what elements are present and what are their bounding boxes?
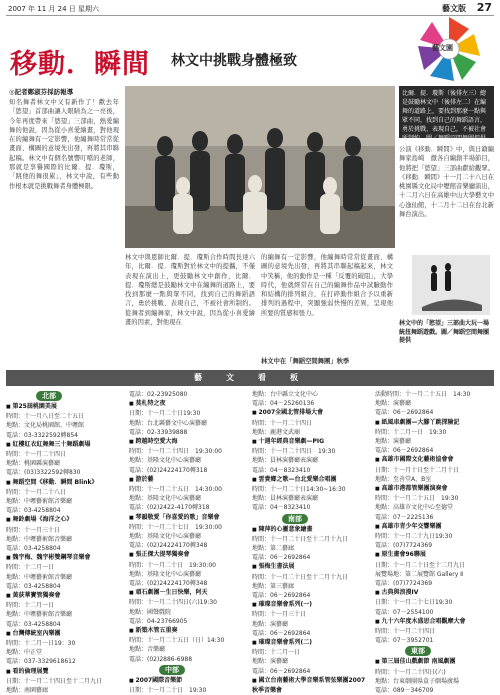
event-detail: 時間：十一月二十九日19:30 — [375, 533, 453, 541]
event-detail: 電話：03-4258804 — [6, 582, 61, 590]
event-detail: 電話：(02)24224170轉348 — [129, 542, 208, 550]
event-detail: 地點：中壢藝術館音樂廳 — [6, 611, 73, 619]
event-title: ■ 頑石劇團－生日快樂，阿天 — [129, 588, 247, 598]
region-label: 北部 — [36, 391, 62, 401]
event-title: ■ 2007全國北管排場大會 — [252, 408, 370, 418]
event-title: ■ 高雄市國際文化藝術協會會 — [375, 455, 493, 465]
event-detail: 日期：十一月十日至十二月十日 — [375, 466, 460, 474]
event-detail: 地點：基隆文化中心演藝廳 — [129, 570, 202, 578]
event-detail: 時間：十一月二十五日 19:30 — [375, 495, 459, 503]
event-detail: 地點：台中縣立文化中心 — [252, 391, 319, 398]
event-detail: 電話：02-23925080 — [129, 391, 188, 398]
article-column-4: 公演《移動．瞬間》中，與日籍編舞家島崎 徹各自編創半場節目，他將把「慾望」三部曲獻給觀眾。《移動．瞬間》十一月二十八日在桃園縣文化局中壢館音樂廳演出，十二月六日在高雄中山大學藝文中心逸仙館，十二月十二日在台北新舞台演出。 — [399, 146, 494, 219]
event-title: ■ 2007國際音樂節 — [129, 676, 247, 686]
event-detail: 電話：(02)24224170轉348 — [129, 580, 208, 588]
event-title: ■ 張梅生書法展 — [252, 562, 370, 572]
article-column-1: 知名舞者林文中又有新作了！歡去年「慾望」首部曲讓人眼睛為之一亮後，今年再度帶來「慾望」三部曲，熱愛編舞的他說，因為從小喜愛繪畫，對他現在的編舞有一定影響，他編舞時常常從畫面、構圖的意境先出發，再將其串聯起稿。林文中有個名號響叮噹的老師，那就是享譽國際的比爾．提．瓊斯，「跳他的舞很累」，林文中說，有些動作根本就是挑戰舞者身體極限。 — [9, 99, 119, 190]
event-detail: 電話：(02)24224170轉318 — [129, 466, 208, 474]
event-detail: 電話：(07)7724369 — [375, 580, 433, 588]
region-label: 中部 — [159, 665, 185, 675]
event-detail: 地點：音樂廳 — [129, 646, 166, 654]
event-detail: 地點：高雄市文化中心至德堂 — [375, 504, 454, 512]
event-detail: 時間：十一月二十四日 — [252, 419, 313, 427]
event-detail: 時間：十一月二十四日 — [375, 628, 436, 636]
event-detail: 時間：十二月一日19：30 — [6, 640, 76, 648]
event-detail: 地點：南園藝廊 — [6, 687, 49, 695]
event-detail: 時間：十一月二十五日 14:30:00 — [129, 486, 222, 494]
event-title: ■ 國立台南藝術大學音樂系管弦樂團2007秋季音樂會 — [252, 676, 370, 695]
event-detail: 地點：第三藝廊 — [252, 582, 295, 590]
event-title: ■ 看的倫理展覽 — [6, 667, 124, 677]
event-detail: 時間：十一月二十四日 19:30:00 — [129, 448, 222, 456]
event-detail: 地點：演藝廳 — [252, 620, 289, 628]
listings-column-2 — [129, 390, 247, 695]
event-listings — [6, 390, 494, 695]
event-title: ■ 第三屆佳山戲劇節 南風劇團 — [375, 657, 493, 667]
event-detail: 地點：中壢藝術館音樂廳 — [6, 498, 73, 506]
event-detail: 地點：演藝廳 — [375, 438, 412, 446]
event-detail: 地點：員林演藝廳表演廳 — [252, 495, 319, 503]
listings-column-1 — [6, 390, 124, 695]
listings-column-3 — [252, 390, 370, 695]
event-detail: 電話：089－346709 — [375, 687, 434, 695]
event-detail: 電話：(07)7724369 — [375, 542, 433, 550]
article-title: 移動．瞬間 — [10, 49, 150, 80]
event-detail: 日期：十一月二十日19:30 — [129, 410, 201, 418]
dancers-stage-photo — [412, 255, 490, 315]
event-detail: 電話：06－2692864 — [375, 409, 434, 417]
event-detail: 時間：十一月三十日 — [6, 526, 61, 534]
event-detail: 電話：06－2692864 — [252, 592, 311, 600]
article-subtitle: 林文中挑戰身體極致 — [171, 53, 297, 69]
event-title: ■ 璀璨音樂會系列(一) — [252, 600, 370, 610]
event-detail: 電話：06－2692864 — [252, 554, 311, 562]
event-title: ■ 舞蹈空間《移動．瞬間 Blink》 — [6, 478, 124, 488]
event-detail: 電話：03-4258804 — [6, 620, 61, 628]
event-detail: 時間：十一月二十四日(六)19:30 — [129, 599, 217, 607]
event-detail: 電話：037-3329618612 — [6, 658, 76, 666]
event-detail: 地點：台東劇團県盒子劇場廣場 — [375, 677, 460, 685]
region-label: 東部 — [405, 646, 431, 656]
event-detail: 電話：07－2554100 — [375, 608, 434, 616]
event-detail: 活動時間：十一月二十五日 14:30 — [375, 391, 471, 398]
event-detail: 電話：06－2692864 — [375, 447, 434, 455]
event-detail: 電話：04－8323410 — [252, 504, 311, 512]
event-detail: 地點：至善堂A、B室 — [375, 475, 432, 483]
event-detail: 地點：演藝廳 — [375, 400, 412, 408]
event-detail: 電話：03-3322592轉854 — [6, 431, 78, 439]
event-title: ■ 第25屆桃園美展 — [6, 402, 124, 412]
section-logo — [414, 14, 484, 84]
event-title: ■ 跨越時空愛大海 — [129, 437, 247, 447]
event-detail: 地點：員林演藝廳表演廳 — [252, 457, 319, 465]
dance-photo — [412, 255, 490, 315]
event-detail: 電話：06－2692864 — [252, 667, 311, 675]
section-name: 藝文版 — [442, 4, 466, 13]
event-detail: 時間：十一月二十八日 — [6, 488, 67, 496]
event-title: ■ 游於藝 — [129, 475, 247, 485]
event-detail: 時間：十一月二十日至十二月十九日 — [252, 573, 349, 581]
event-detail: 地點：基隆文化中心演藝廳 — [129, 457, 202, 465]
event-detail: 電話：04-23766905 — [129, 617, 188, 625]
event-detail: 電話：(03)3322592轉830 — [6, 469, 81, 477]
event-title: ■ 新築木管五重奏 — [129, 626, 247, 636]
event-detail: 電話：02-33939888 — [129, 428, 188, 436]
event-title: ■ 陳萍的心靈意象繪畫 — [252, 525, 370, 535]
dancers-group-photo — [125, 86, 395, 248]
event-detail: 地點：台北縣藝文中心演藝廳 — [129, 419, 208, 427]
event-detail: 地點：國聲戲院 — [129, 608, 172, 616]
event-detail: 時間：十二月一日 — [252, 649, 301, 657]
event-detail: 地點：基隆文化中心演藝廳 — [129, 495, 202, 503]
event-title: ■ 紅樓紅衣紅舞舞三十舞蹈劇場 — [6, 440, 124, 450]
event-title: ■ 魏宇梅、魏宇彬雙鋼琴音樂會 — [6, 553, 124, 563]
event-detail: 時間：十一月二十日至十二月十九日 — [252, 535, 349, 543]
event-title: ■ 舞鈴劇場《海洋之心》 — [6, 515, 124, 525]
event-detail: 時間：十一月二十四日 19:30 — [252, 448, 336, 456]
logo-text: 藝文園 — [432, 44, 453, 52]
event-detail: 時間：十二月一日 19:30 — [375, 428, 447, 436]
listings-column-4 — [375, 390, 493, 695]
event-title: ■ 十週年經典音樂劇—PIG — [252, 437, 370, 447]
issue-date: 2007 年 11 月 24 日 星期六 — [8, 5, 99, 13]
event-detail: 時間：十二月一日 — [6, 602, 55, 610]
event-detail: 電話：(02)2422-4170轉318 — [129, 504, 210, 512]
event-title: ■ 高雄市港都管樂團演奏會 — [375, 484, 493, 494]
event-detail: 日期：十一月二十四日至十二月九日 — [6, 677, 103, 685]
event-detail: 時間：十一月八日至二十五日 — [6, 413, 85, 421]
byline: ◎記者鄭淑芬採訪報導 — [9, 88, 74, 96]
event-detail: 時間：十一月二十日 19:30:00 — [129, 561, 216, 569]
event-detail: 日期：十一月二十日 19:30 — [129, 687, 207, 695]
event-title: ■ 張正傑大提琴獨奏會 — [129, 550, 247, 560]
event-detail: 時間：十一月二十五日（日）14:30 — [129, 637, 225, 645]
event-title: ■ 琴韻敬愛「你喜愛的歌」音樂會 — [129, 513, 247, 523]
event-detail: 地點：桃園縣演藝廳 — [6, 460, 61, 468]
event-title: ■ 黃荻華寶管獨奏會 — [6, 591, 124, 601]
event-detail: 電話：03-4258804 — [6, 545, 61, 553]
listings-banner: 藝 文 看 板 — [6, 370, 494, 386]
event-detail: 展覽場地：第二展覽館 Gallery Ⅱ — [375, 570, 464, 578]
event-title: ■ 璀璨音樂會系列(二) — [252, 638, 370, 648]
photo-caption-box: 比爾．提．瓊斯（後排左三）總是鼓勵林文中（後排左二）在編舞的道路上，要找到那麼一點與眾不同，找到自己的舞蹈語言，勇於挑戰、表現自己，不被社會所制約。圖／舞蹈空間舞團提供 — [399, 86, 494, 138]
article-column-2: 林文中與恩師比爾．提．瓊斯合作時間長達六年，比爾．提．瓊斯對於林文中的提攜，不僅表現在演出上，更鼓勵林文中創作，比爾．提．瓊斯總是鼓勵林文中在編舞的道路上，要找到那麼一點與眾不同，找到自己的舞蹈語言，勇於挑戰、表現自己，不被社會所制約。從舞者到編舞家，林文中說，因為從小喜愛繪畫的因素，對他現在 — [125, 254, 255, 327]
event-title: ■ 台灣傳統室內樂團 — [6, 629, 124, 639]
page-number: 27 — [476, 1, 492, 14]
event-title: ■ 九十六年度木盛思合唱觀摩大會 — [375, 617, 493, 627]
event-detail: 電話：04－25260136 — [252, 400, 315, 408]
event-detail: 電話：04－8323410 — [252, 466, 311, 474]
event-detail: 時間：十一月三十日 — [252, 611, 307, 619]
event-detail: 日期：十一月二十七日19:30 — [375, 599, 453, 607]
event-title: ■ 古典與浪漫IV — [375, 588, 493, 598]
event-detail: 地點：中正堂 — [6, 649, 43, 657]
region-label: 南部 — [282, 514, 308, 524]
event-title: ■ 莫札特之夜 — [129, 399, 247, 409]
group-photo — [125, 86, 395, 248]
event-detail: 地點：鹿港文武廟 — [252, 428, 301, 436]
event-title: ■ 高雄市青少年交響樂團 — [375, 522, 493, 532]
event-detail: 時間：十一月二十四日(六) — [375, 668, 446, 676]
event-detail: 時間：十二月一日 — [6, 564, 55, 572]
column-3-tail: 林文中在「舞蹈空間舞團」秋季 — [261, 358, 350, 365]
event-title: ■ 原生畫會96聯展 — [375, 550, 493, 560]
event-detail: 地點：文化局桃園館、中壢館 — [6, 422, 85, 430]
event-detail: 日期：十一月二十日至十二月九日 — [375, 561, 466, 569]
event-detail: 電話：03-4258804 — [6, 507, 61, 515]
event-detail: 地點：演藝廳 — [252, 658, 289, 666]
article-column-3: 的編舞有一定影響，他編舞時常常從畫面、構圖的意境先出發，再將其串聯起稿起來，林文中笑稱，他的動作是一種「反覆的破阻」，大學時代，他就經常在自己的編舞作品中試驗動作和結構的排列組合，在打碎動作組合予以重新排列的過程中，突顯強弱快慢的差異，呈現他所要的質感和張力。 — [261, 254, 393, 317]
event-detail: 時間：十一月二十日14:30~16:30 — [252, 486, 346, 494]
event-detail: 地點：基隆文化中心演藝廳 — [129, 533, 202, 541]
event-title: ■ 紙風車劇團—大腳丫跳探險記 — [375, 418, 493, 428]
dance-photo-caption: 林文中的「慾望」三部曲大玩一場統扭舞蹈遊戲。圖／舞蹈空間舞團提供 — [399, 320, 490, 344]
event-detail: 地點：中壢藝術館音樂廳 — [6, 535, 73, 543]
event-title: ■ 雲貴鄉之歌—台北愛樂合唱團 — [252, 475, 370, 485]
event-detail: 電話：06－2692864 — [252, 629, 311, 637]
event-detail: 時間：十一月二十七日 19:30:00 — [129, 523, 222, 531]
event-detail: 電話：07－3952701 — [375, 637, 434, 645]
event-detail: 電話：(02)2886-6988 — [129, 655, 193, 663]
event-detail: 地點：第二藝廊 — [252, 545, 295, 553]
event-detail: 時間：十一月二十四日 — [6, 451, 67, 459]
event-detail: 電話：07－2225136 — [375, 513, 434, 521]
event-detail: 地點：中壢藝術館音樂廳 — [6, 573, 73, 581]
